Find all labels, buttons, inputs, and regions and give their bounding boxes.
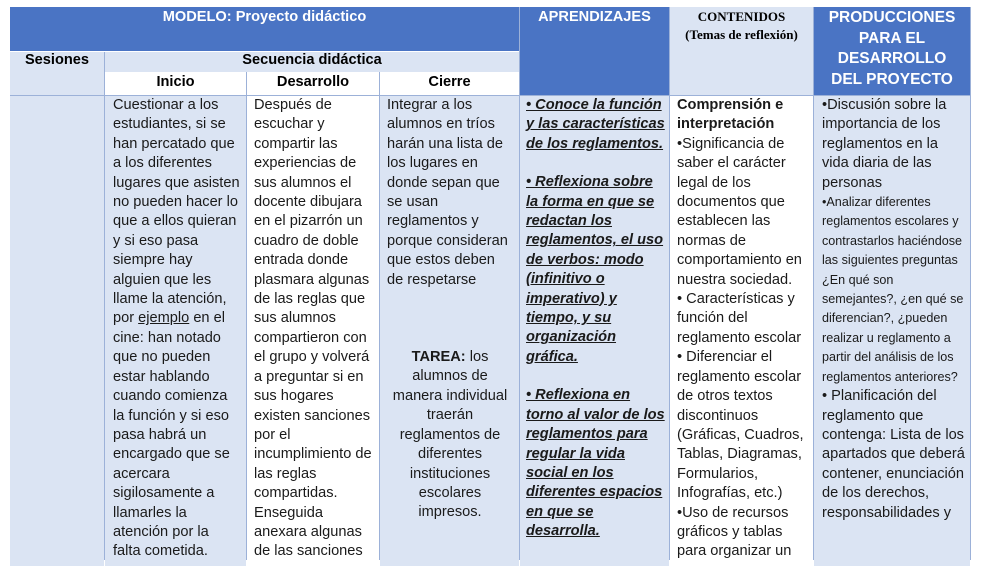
inicio-cell bbox=[105, 96, 246, 566]
produccion-item-3: • Planificación del reglamento que contenga: Lista de los apartados que deberá contener, enunciación de los derechos, responsabilidades y bbox=[822, 388, 965, 521]
header-inicio-cell bbox=[105, 72, 246, 95]
aprendizaje-item: • Conoce la función y las características de los reglamentos. bbox=[526, 97, 665, 152]
grid-line bbox=[246, 72, 247, 560]
header-desarrollo: Desarrollo bbox=[276, 74, 350, 90]
grid-line bbox=[10, 51, 519, 52]
grid-line bbox=[813, 7, 814, 560]
header-aprendizajes-cell bbox=[520, 7, 669, 95]
inicio-text-post: en el cine: han notado que no pueden estar hablando cuando comienza la función y si eso pasa habrá un encargado que se acercara sigilosamente a llamarles la atención por la falta cometida. bbox=[113, 310, 230, 560]
header-cierre-cell bbox=[380, 72, 519, 95]
grid-line bbox=[104, 51, 105, 560]
header-desarrollo-cell bbox=[247, 72, 379, 95]
produccion-item-1: •Discusión sobre la importancia de los reglamentos en la vida diaria de las personas bbox=[822, 97, 947, 191]
contenidos-text: •Significancia de saber el carácter legal de los documentos que establecen las normas de comportamiento en nuestra sociedad. • Características y función del reglamento escolar • Diferenciar el reglamento escolar de otros textos discontinuos (Gráficas, Cuadros, Tablas, Diagramas, Formularios, Infografías, etc.) •Uso de recursos gráficos y tablas para organizar un bbox=[677, 135, 804, 560]
header-temas: (Temas de reflexión) bbox=[685, 27, 798, 42]
desarrollo-text: Después de escuchar y compartir las experiencias de sus alumnos el docente dibujara en el pizarrón un cuadro de doble entrada donde plasmara algunas de las reglas que sus alumnos compartieron con el grupo y volverá a preguntar si en sus hogares existen sanciones por el incumplimiento de las reglas compartidas. Enseguida anexara algunas de las sanciones bbox=[254, 97, 372, 560]
header-aprendizajes: APRENDIZAJES bbox=[538, 9, 651, 25]
tarea-label: TAREA: bbox=[411, 349, 466, 366]
header-modelo-cell bbox=[10, 7, 519, 51]
header-contenidos: CONTENIDOS bbox=[697, 9, 786, 24]
aprendizaje-item: • Reflexiona en torno al valor de los reglamentos para regular la vida social en los diferentes espacios en que se desarrolla. bbox=[526, 387, 665, 540]
grid-line bbox=[669, 7, 670, 560]
producciones-cell bbox=[814, 96, 970, 566]
header-secuencia-cell bbox=[105, 51, 519, 72]
cierre-text: Integrar a los alumnos en tríos harán una lista de los lugares en donde sepan que se usan reglamentos y porque consideran que estos deben de respetarse bbox=[387, 97, 508, 288]
header-contenidos-cell bbox=[670, 7, 813, 95]
header-modelo: MODELO: Proyecto didáctico bbox=[162, 9, 367, 25]
inicio-text bbox=[113, 96, 240, 562]
grid-line bbox=[379, 72, 380, 560]
sesiones-cell bbox=[10, 96, 104, 566]
header-sesiones-cell bbox=[10, 51, 104, 95]
header-sesiones: Sesiones bbox=[24, 52, 90, 68]
cierre-cell bbox=[380, 96, 519, 566]
grid-line bbox=[10, 95, 970, 96]
header-secuencia: Secuencia didáctica bbox=[242, 52, 382, 68]
grid-line bbox=[519, 7, 520, 560]
contenidos-title: Comprensión e interpretación bbox=[677, 97, 784, 133]
inicio-text-pre: Cuestionar a los estudiantes, si se han percatado que a los diferentes lugares que asisten no pueden hacer lo que a ellos quieran y si eso pasa siempre hay alguien que les llame la atención, por bbox=[113, 97, 240, 327]
header-producciones: PRODUCCIONES PARA EL DESARROLLO DEL PROYECTO bbox=[828, 9, 956, 88]
aprendizajes-cell bbox=[520, 96, 669, 566]
tarea-text: los alumnos de manera individual traerán reglamentos de diferentes instituciones escolares impresos. bbox=[392, 349, 508, 521]
aprendizaje-item: • Reflexiona sobre la forma en que se redactan los reglamentos, el uso de verbos: modo (infinitivo o imperativo) y tiempo, y su organización gráfica. bbox=[526, 174, 664, 365]
header-producciones-cell bbox=[814, 7, 970, 95]
desarrollo-cell bbox=[247, 96, 379, 566]
inicio-link: ejemplo bbox=[138, 310, 190, 327]
header-inicio: Inicio bbox=[156, 74, 195, 90]
contenidos-cell bbox=[670, 96, 813, 566]
tarea-paragraph bbox=[387, 348, 513, 523]
produccion-item-2: •Analizar diferentes reglamentos escolares y contrastarlos haciéndose las siguientes preguntas ¿En qué son semejantes?, ¿en qué se diferencian?, ¿pueden realizar u reglamento a partir del análisis de los reglamentos anteriores? bbox=[822, 195, 964, 384]
header-cierre: Cierre bbox=[428, 74, 471, 90]
grid-line bbox=[970, 7, 971, 560]
